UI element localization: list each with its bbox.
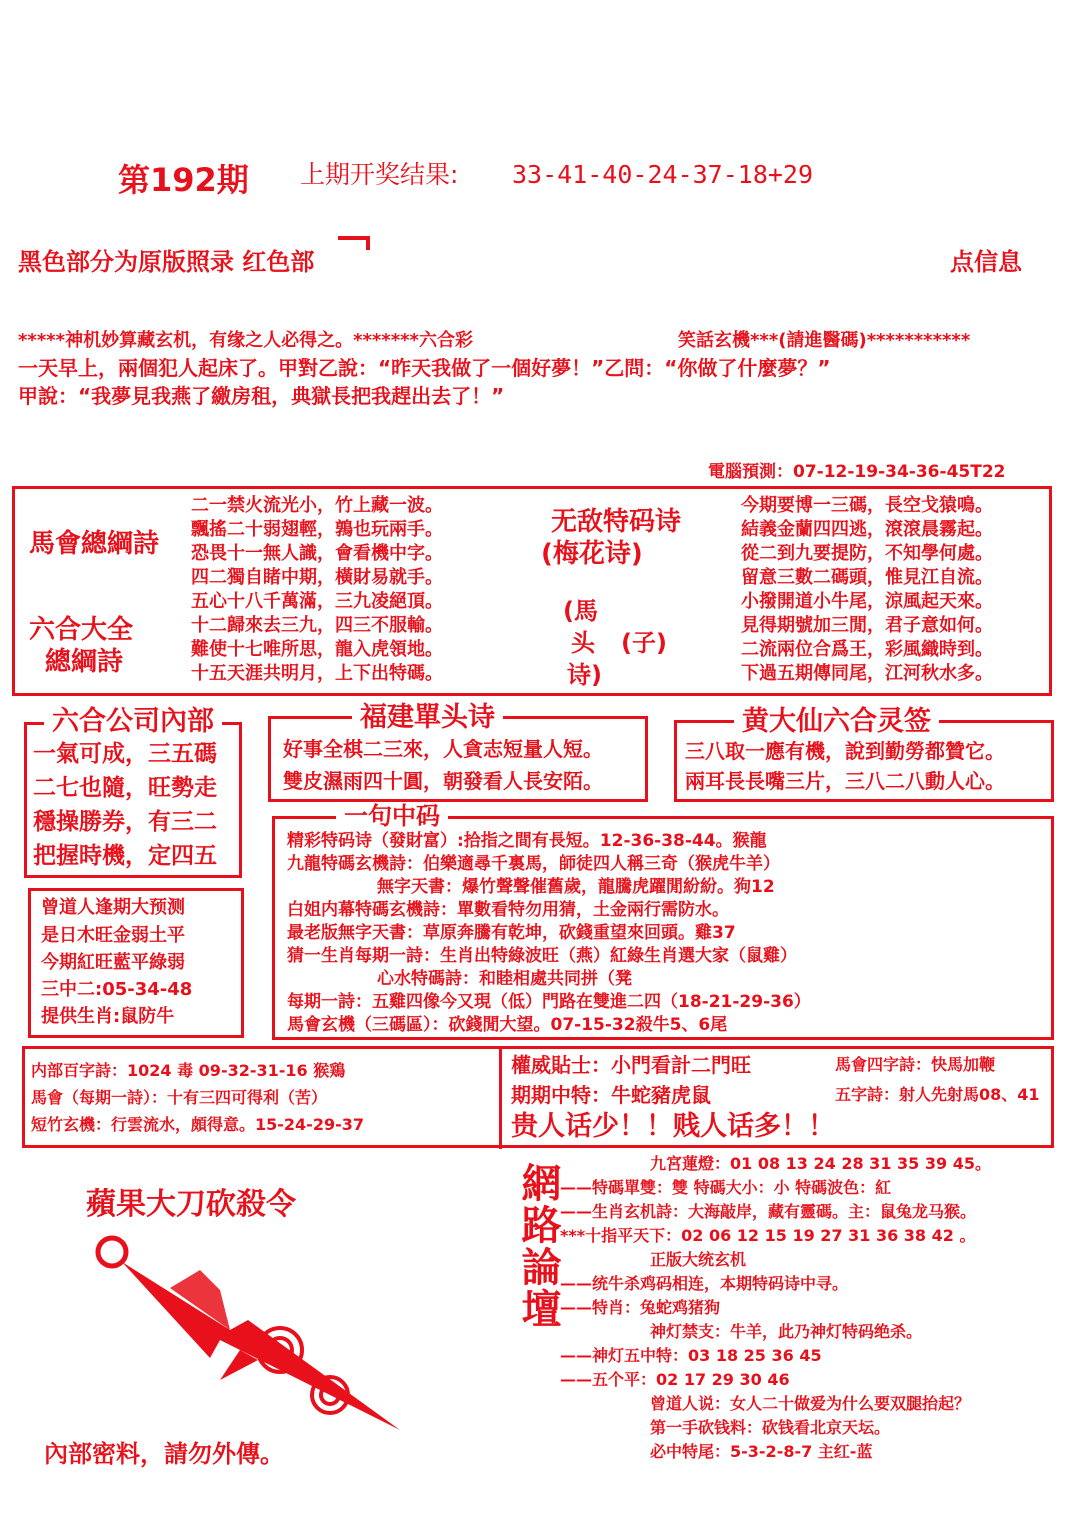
joke-line-2: 甲說：“我夢見我燕了繳房租，典獄長把我趕出去了！” [18,384,505,408]
poem-line: 五心十八千萬滿，三九凌絕頂。 [191,591,443,612]
poem-line: 難使十七唯所思，龍入虎領地。 [191,639,443,660]
oneline-lines [287,833,811,1040]
zeng-title: 曾道人逢期大预测 [41,897,185,918]
oneline-title: 一句中码 [336,804,448,828]
center-horse-b: 头 [571,629,595,657]
zeng-box [28,888,244,1038]
apple-footer: 內部密料，請勿外傳。 [44,1440,284,1468]
poem-line: 四二獨自睹中期，橫財易就手。 [191,567,443,588]
oneline-line: 九龍特碼玄機詩：伯樂適尋千裏馬，師徒四人稱三奇（猴虎牛羊） [287,854,780,874]
center-horse-a: (馬 [563,597,598,625]
inner-hundred-line: 短竹玄機：行雲流水，頗得意。15-24-29-37 [31,1115,364,1134]
main-poem-left-lines [191,497,443,689]
company-inner-lines [33,743,217,879]
main-poem-box [12,486,1052,696]
forum-line: ——特碼單雙：雙 特碼大小：小 特碼波色：紅 [560,1178,892,1197]
company-line: 二七也隨，旺勢走 [33,775,217,801]
center-poem-subtitle: (梅花诗) [541,539,643,569]
oneline-line: 無字天書：爆竹聲聲催舊歲，龍騰虎躍閒紛紛。狗12 [377,877,775,897]
company-line: 穩操勝券，有三二 [33,809,217,835]
poem-line: 小撥開道小牛尾，涼風起天來。 [741,591,993,612]
main-poem-right-lines [741,497,993,689]
inner-hundred-lines [31,1063,364,1144]
last-result-label: 上期开奖结果: [300,160,459,189]
authority-line-2-right: 五字詩：射人先射馬08、41 [835,1085,1040,1104]
forum-vertical-title: 網路論壇 [515,1162,561,1330]
joke-line-1: 一天早上，兩個犯人起床了。甲對乙說：“昨天我做了一個好夢！”乙問：“你做了什麼夢？” [18,356,831,380]
forum-line: 第一手砍钱料：砍钱看北京天坛。 [650,1418,891,1437]
poem-line: 十二歸來去三九，四三不服輸。 [191,615,443,636]
zeng-line: 是日木旺金弱土平 [41,925,185,946]
company-line: 一氣可成，三五碼 [33,741,217,767]
center-horse-c: 诗) [567,661,602,689]
oneline-line: 心水特碼詩：和睦相處共同拼（凳 [377,969,632,989]
center-sub2: (子) [621,629,667,657]
oneline-line: 馬會玄機（三碼區）：砍錢閒大望。07-15-32殺牛5、6尾 [287,1015,728,1035]
company-line: 把握時機，定四五 [33,843,217,869]
zeng-lines [41,927,192,1035]
forum-line: ——统牛杀鸡码相连，本期特码诗中寻。 [560,1274,849,1293]
poem-line: 從二到九要提防，不知學何處。 [741,543,993,564]
poem-line: 二一禁火流光小，竹上藏一波。 [191,495,443,516]
inner-hundred-box [22,1046,1054,1148]
zeng-line: 今期紅旺藍平綠弱 [41,952,185,973]
forum-lines [560,1156,991,1468]
forum-line: 曾道人说：女人二十做爱为什么要双腿抬起？ [650,1394,971,1413]
huang-line: 兩耳長長嘴三片，三八二八動人心。 [685,769,1005,793]
poem-line: 二流兩位合爲王，彩風織時到。 [741,639,993,660]
authority-slogan: 贵人话少！！贱人话多！！ [511,1111,835,1142]
poem-line: 見得期號加三閒，君子意如何。 [741,615,993,636]
forum-line: ——神灯五中特：03 18 25 36 45 [560,1346,822,1365]
zeng-line: 提供生肖:鼠防牛 [41,1006,175,1027]
computer-prediction: 電腦預測：07-12-19-34-36-45T22 [708,462,1006,482]
notice-bracket [338,236,370,250]
fujian-title: 福建單头诗 [352,704,503,731]
poem-line: 留意三數二碼頭，惟見江自流。 [741,567,993,588]
poem-line: 今期要博一三碼，長空戈猿鳴。 [741,495,993,516]
forum-line: 必中特尾：5-3-2-8-7 主红-蓝 [650,1442,873,1461]
authority-divider [499,1047,502,1149]
notice-right: 点信息 [950,248,1022,276]
authority-line-1: 權威貼士：小門看計二門旺 [511,1053,751,1077]
poem-line: 飄搖二十弱翅輕，鶉也玩兩手。 [191,519,443,540]
fujian-line: 雙皮濕雨四十圓，朝發看人長安陌。 [283,769,603,793]
center-poem-title: 无敌特码诗 [551,507,682,537]
notice-left: 黑色部分为原版照录 红色部 [18,248,315,276]
oneline-line: 每期一詩：五雞四像今又現（低）門路在雙進二四（18-21-29-36） [287,992,811,1012]
forum-line: 九宮蓮燈：01 08 13 24 28 31 35 39 45。 [650,1154,991,1173]
poem-line: 十五天涯共明月，上下出特碼。 [191,663,443,684]
poem-line: 結義金蘭四四逃，滾滾晨霧起。 [741,519,993,540]
forum-line: 神灯禁支：牛羊，此乃神灯特码绝杀。 [650,1322,923,1341]
oneline-box [272,816,1054,1040]
oneline-line: 猜一生肖每期一詩：生肖出特綠波旺（燕）紅綠生肖選大家（鼠雞） [287,946,797,966]
oneline-line: 最老版無字天書：草原奔騰有乾坤，砍錢重望來回頭。雞37 [287,923,736,943]
apple-title: 蘋果大刀砍殺令 [86,1187,296,1222]
poem-line: 恐畏十一無人識，會看機中字。 [191,543,443,564]
joke-header-right: 笑話玄機***(請進醫碼)*********** [678,330,971,351]
forum-line: 正版大统玄机 [650,1250,747,1269]
last-result-numbers: 33-41-40-24-37-18+29 [512,160,814,189]
authority-line-2: 期期中特：牛蛇豬虎鼠 [511,1083,711,1107]
poem-line: 下過五期傳同尾，江河秋水多。 [741,663,993,684]
main-poem-title-2b: 總綱詩 [45,647,124,677]
forum-line: ——特肖：兔蛇鸡猪狗 [560,1298,721,1317]
forum-line: ***十指平天下：02 06 12 15 19 27 31 36 38 42 。 [560,1226,976,1245]
authority-line-1-right: 馬會四字詩：快馬加鞭 [835,1055,996,1074]
huang-line: 三八取一應有機，說到勤勞都贊它。 [685,739,1005,763]
inner-hundred-line: 馬會（每期一詩）：十有三四可得利（苦） [31,1088,328,1107]
company-inner-box [24,722,242,878]
main-poem-title: 馬會總綱詩 [29,529,160,559]
zeng-line: 三中二:05-34-48 [41,979,193,1000]
huang-title: 黄大仙六合灵签 [734,708,939,735]
company-inner-title: 六合公司內部 [44,708,222,735]
sword-icon [80,1230,420,1440]
oneline-line: 精彩特码诗（發財富）:拾指之間有長短。12-36-38-44。猴龍 [287,831,767,851]
oneline-line: 白姐内幕特碼玄機詩：單數看特勿用猜，土金兩行需防水。 [287,900,729,920]
joke-header-left: *****神机妙算藏玄机，有缘之人必得之。*******六合彩 [18,330,473,351]
inner-hundred-line: 内部百字詩：1024 毒 09-32-31-16 猴鶏 [31,1061,346,1080]
issue-number: 第192期 [118,161,249,199]
fujian-line: 好事全棋二三來，人貪志短量人短。 [283,737,603,761]
forum-line: ——生肖玄机詩：大海敲岸，藏有靈碼。主：鼠兔龙马猴。 [560,1202,977,1221]
forum-line: ——五个平：02 17 29 30 46 [560,1370,790,1389]
main-poem-title-2a: 六合大全 [29,615,134,645]
